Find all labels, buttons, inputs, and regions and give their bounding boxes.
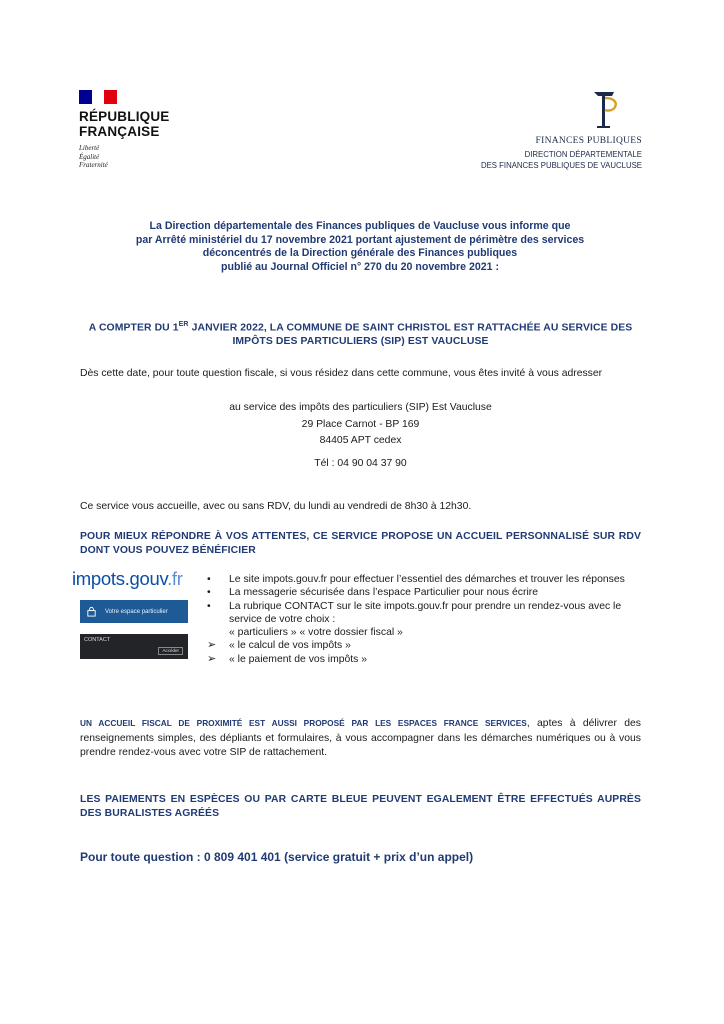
list-item: • Le site impots.gouv.fr pour effectuer l’essentiel des démarches et trouver les réponses [207,574,625,585]
list-sub-item: « particuliers » « votre dossier fiscal » [229,627,403,639]
opening-hours: Ce service vous accueille, avec ou sans RDV, du lundi au vendredi de 8h30 à 12h30. [80,501,472,512]
republique-francaise-logo [79,90,219,170]
fp-name: FINANCES PUBLIQUES [535,136,642,146]
contact-phone-line: Pour toute question : 0 809 401 401 (service gratuit + prix d’un appel) [80,850,474,864]
rf-motto: Liberté Égalité Fraternité [79,144,108,169]
service-address: au service des impôts des particuliers (SIP) Est Vaucluse 29 Place Carnot - BP 169 84405 APT cedex Tél : 04 90 04 37 90 [80,400,641,472]
service-phone: Tél : 04 90 04 37 90 [314,457,407,469]
intro-paragraph: La Direction départementale des Finances publiques de Vaucluse vous informe que par Arrêté ministériel du 17 novembre 2021 portant ajustement de périmètre des services déconcentrés de la Direction générale des Finances publiques publié au Journal Officiel n° 270 du 20 novembre 2021 : [135,220,585,273]
rf-title: RÉPUBLIQUE FRANÇAISE [79,109,170,139]
list-item: • La messagerie sécurisée dans l’espace Particulier pour nous écrire [207,587,538,599]
announcement-heading: A COMPTER DU 1ER JANVIER 2022, LA COMMUNE DE SAINT CHRISTOL EST RATTACHÉE AU SERVICE DES IMPÔTS DES PARTICULIERS (SIP) EST VAUCLUSE [88,321,633,348]
impots-gouv-logo: impots.gouv.fr [72,568,183,589]
list-arrow-item: ➢ « le calcul de vos impôts » [207,639,351,652]
list-arrow-item: ➢ « le paiement de vos impôts » [207,652,368,665]
buralistes-heading: LES PAIEMENTS EN ESPÈCES OU PAR CARTE BLEUE PEUVENT EGALEMENT ÊTRE EFFECTUÉS AUPRÈS DES BURALISTES AGRÉÉS [80,794,641,819]
rdv-heading: POUR MIEUX RÉPONDRE À VOS ATTENTES, CE SERVICE PROPOSE UN ACCUEIL PERSONNALISÉ SUR RDV DONT VOUS POUVEZ BÉNÉFICIER [80,531,641,556]
list-item: • La rubrique CONTACT sur le site impots.gouv.fr pour prendre un rendez-vous avec le service de votre choix : [207,600,622,625]
intro-body-paragraph: Dès cette date, pour toute question fiscale, si vous résidez dans cette commune, vous êtes invité à vous adresser [80,368,603,379]
marianne-flag-icon [79,90,117,104]
contact-access-button: Accéder [158,647,183,655]
services-list [207,573,647,666]
france-services-paragraph: UN ACCUEIL FISCAL DE PROXIMITÉ EST AUSSI PROPOSÉ PAR LES ESPACES FRANCE SERVICES, aptes à délivrer des renseignements simples, des dépliants et formulaires, à vous accompagner dans les démarches numériques ou à vous prendre rendez-vous avec votre SIP de rattachement. [80,718,641,758]
contact-title: CONTACT [84,637,111,643]
arrow-icon: ➢ [207,639,217,652]
fp-direction: DIRECTION DÉPARTEMENTALE DES FINANCES PUBLIQUES DE VAUCLUSE [480,150,642,170]
lock-icon [86,606,97,617]
finances-publiques-emblem-icon [588,88,620,132]
arrow-icon: ➢ [207,652,217,665]
france-services-lead: UN ACCUEIL FISCAL DE PROXIMITÉ EST AUSSI PROPOSÉ PAR LES ESPACES FRANCE SERVICES [80,718,527,728]
contact-box [80,634,188,659]
finances-publiques-logo [422,88,642,178]
espace-particulier-button: Votre espace particulier [80,600,188,623]
